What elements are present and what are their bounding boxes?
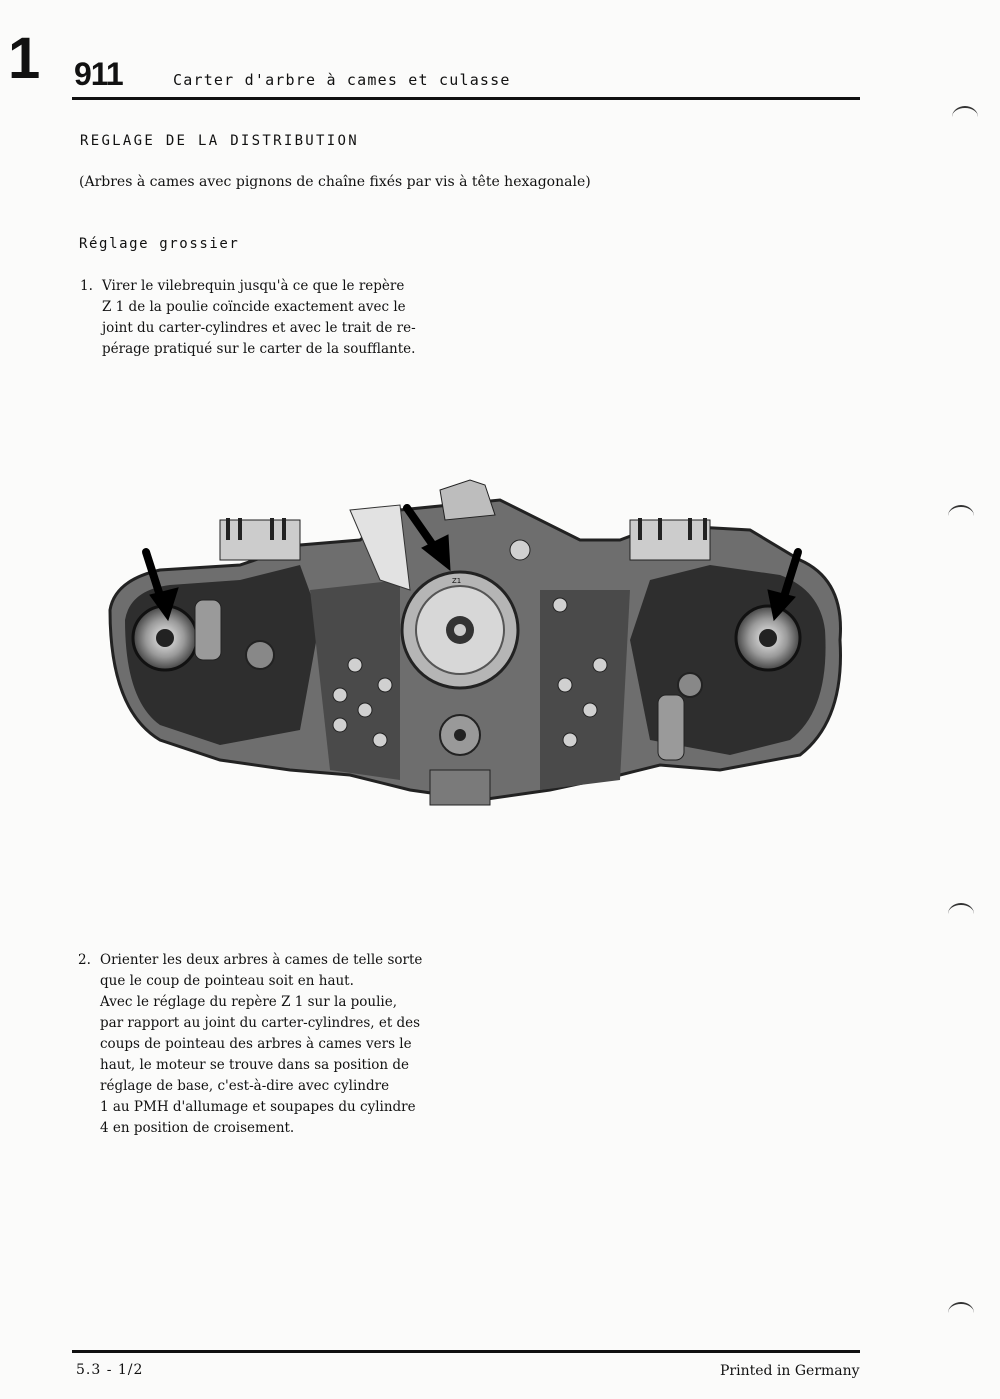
- footer-rule: [72, 1350, 860, 1353]
- page-title: Carter d'arbre à cames et culasse: [173, 71, 511, 89]
- step-item: [78, 950, 422, 1139]
- step-line: par rapport au joint du carter-cylindres, et des: [100, 1015, 421, 1031]
- binder-hole: [948, 1302, 974, 1324]
- step-text: [100, 950, 422, 1139]
- section-subtitle: (Arbres à cames avec pignons de chaîne fixés par vis à tête hexagonale): [79, 174, 591, 190]
- step-line: coups de pointeau des arbres à cames vers le: [100, 1036, 412, 1052]
- binder-hole: [952, 106, 978, 128]
- pulley-mark-label: Z1: [452, 577, 462, 585]
- printed-note: Printed in Germany: [720, 1363, 860, 1379]
- step-line: Avec le réglage du repère Z 1 sur la poulie,: [100, 994, 398, 1010]
- step-item: [80, 276, 416, 360]
- page-number: 5.3 - 1/2: [76, 1362, 144, 1378]
- binder-hole: [948, 505, 974, 527]
- step-line: Virer le vilebrequin jusqu'à ce que le repère: [102, 278, 405, 294]
- step-line: 4 en position de croisement.: [100, 1120, 295, 1136]
- section-heading: REGLAGE DE LA DISTRIBUTION: [80, 133, 359, 149]
- step-number: 1.: [80, 278, 93, 294]
- step-line: haut, le moteur se trouve dans sa position de: [100, 1057, 410, 1073]
- step-line: 1 au PMH d'allumage et soupapes du cylindre: [100, 1099, 416, 1115]
- step-text: [102, 276, 416, 360]
- step-line: pérage pratiqué sur le carter de la soufflante.: [102, 341, 416, 357]
- model-number: 911: [74, 56, 123, 92]
- step-line: que le coup de pointeau soit en haut.: [100, 973, 354, 989]
- step-line: réglage de base, c'est-à-dire avec cylindre: [100, 1078, 390, 1094]
- section-number: 1: [8, 26, 39, 91]
- binder-hole: [948, 903, 974, 925]
- subheading: Réglage grossier: [79, 236, 240, 252]
- step-line: Orienter les deux arbres à cames de telle sorte: [100, 952, 423, 968]
- step-line: joint du carter-cylindres et avec le trait de re-: [102, 320, 416, 336]
- step-line: Z 1 de la poulie coïncide exactement avec le: [102, 299, 406, 315]
- step-number: 2.: [78, 952, 91, 968]
- engine-figure: [100, 470, 850, 820]
- header-rule: [72, 97, 860, 100]
